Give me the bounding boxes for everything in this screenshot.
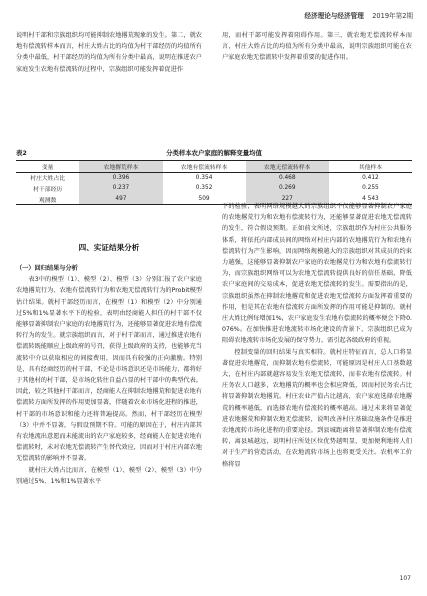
paragraph: 用，而村干部可能发挥着阻碍作用。第三，就农地无偿流转样本而言，村庄大姓占比的均值为所有分类中最高，说明宗族组织可能在农户家庭农地无偿流转中发挥着重要的促进作用。	[222, 32, 412, 62]
table-cell: 0.468	[246, 172, 329, 183]
table-row	[16, 183, 412, 194]
paragraph: 下的检验，表明网络规模越大的宗族组织不仅能够显著抑制农户家庭的农地撂荒行为和农地有偿流转行为，还能够显著促进农地无偿流转的发生，符合假设预期。正如前文所述，宗族组织作为村庄公共服务体系，将依托内部成员间的网络对村庄内部的农地撂荒行为和农地有偿流转行为产生影响，因而网络规模越大的宗族组织对其成员的约束力越强，这能够显著抑制农户家庭的农地撂荒行为和农地有偿流转行为，而宗族组织网络可以为农地无偿流转提供良好的信任基础，降低农户家庭间的交易成本，促进农地无偿流转的发生。需要指出的是，宗族组织虽然在抑制农地撂荒和促进农地无偿流转方面发挥着重要的作用，但是其在农地有偿流转方面所发挥的作用可能是抑制的。就村庄大姓比例每增加1%，农户家庭发生农地有偿流转的概率便会下降0.076%。在加快推进农地流转市场化建设的背景下，宗族组织已成为阻碍农地流转市场化发展的保守势力，需引起各级政府的重视。	[222, 203, 412, 345]
table-header-cell: 其他样本	[358, 164, 383, 171]
table-cell: 0.412	[362, 174, 379, 181]
paragraph: 表3中的模型（1）、模型（2）、模型（3）分别汇报了农户家庭农地撂荒行为、农地有偿流转行为和农地无偿流转行为的Probit模型估计结果。就村干部经历而言，在模型（1）和模型（2）中分别通过5%和1%显著水平下的检验，表明由经商能人担任的村干部不仅能够显著抑制农户家庭的农地撂荒行为，还能够显著促进农地有偿流转行为的发生。就宗族组织而言，对于村干部而言，通过推进农地有偿流转既能顺应上级政府的号召，获得上级政府的支持，也能够充当流转中介以获取相应的间接费用，因而具有较强的正向激励。特别是，具有经商经历的村干部，不论是市场意识还是市场能力，都将好于其他村的村干部，是市场化转往自益凸显的村干部中的典型代表。因此，较之其他村干部而言，经商能人在抑制农地撂荒和促进农地有偿流转方面所发挥的作用更加显著，伴随着农业市场化进程的推进，村干部的市场意识和能力还将普遍提高。然而，村干部经历在模型（3）中并不显著，与假设预期不符。可能的原因在于，村庄内部其有农地流出意愿而未能流出的农户家庭较多，经商能人在促进农地有偿流转时，未对农地无偿流转产生替代效应，因而对于村庄内部农地无偿流转的影响并不显著。	[16, 276, 202, 463]
table-header-row	[16, 161, 412, 173]
paragraph: 说明村干部和宗族组织均可能抑制农地撂荒现象的发生。第二，就农地有偿流转样本而言，村庄大姓占比的均值为村干部经历的均值所有分类中最低，村干部经历的均值为所有分类中最高，说明在推进农户家庭发生农地有偿流转的过程中，宗族组织可能发挥着促进作	[16, 32, 202, 73]
table-cell: 观测数	[38, 197, 57, 204]
table-header-cell: 农地无偿流转样本	[246, 161, 329, 173]
table-cell: 509	[198, 196, 210, 203]
table-cell: 497	[79, 194, 162, 205]
page-number: 107	[399, 575, 411, 582]
journal-name: 经济理论与经济管理	[304, 12, 364, 20]
left-column-top	[16, 30, 202, 75]
table-label: 表2	[16, 149, 27, 157]
table-title: 分类样本农户家庭的解释变量均值	[166, 149, 262, 157]
running-header	[304, 10, 413, 20]
table-cell: 227	[246, 194, 329, 205]
table-header-cell: 变量	[41, 164, 54, 171]
table-cell: 4 543	[362, 196, 379, 203]
table-cell: 0.269	[246, 183, 329, 194]
subsection-heading: （一）回归结果与分析	[16, 265, 78, 272]
table-cell: 村干部经历	[33, 186, 63, 193]
table-cell: 0.255	[362, 185, 379, 192]
table-cell: 0.352	[195, 185, 213, 192]
table-caption	[16, 148, 412, 157]
left-column-body	[16, 263, 202, 487]
table-cell: 0.354	[195, 174, 213, 181]
paragraph: 控制变量的回归结果与真实相符。就村庄特征而言，总人口将显著促进农地撂荒，而抑制农地有偿流转，可能原因是村庄人口基数越大，在村庄内部就越容易发生农地无偿流转，而非农地有偿流转。村庄务农人口越多，农地撂荒的概率也会相应降低，因而村民务农占比将显著抑制农地撂荒。村庄农业产值占比越高，农户家庭选择农地撂荒的概率越低，而选择农地有偿流转的概率越高。通过未来将显著促进农地撂荒和抑制农地无偿流转，说明改善村庄基础设施条件是推进农地流转市场化进程的重要途径。到县城距离将显著抑制农地有偿流转，离县城越远，说明村庄所处区位优势越明显，更加便利地将人们对于生产的营造活动，在农地流转市场上也将更受关注。农机率工价格将显	[222, 348, 412, 468]
journal-issue: 2019年第2期	[372, 12, 413, 20]
table-header-cell: 农地撂荒样本	[79, 161, 162, 173]
table-row	[16, 172, 412, 183]
right-column-body	[222, 201, 412, 470]
results-table	[16, 160, 412, 205]
table-header-cell: 农地有偿流转样本	[180, 164, 228, 171]
paragraph: 就村庄大姓占比而言，在模型（1）、模型（2）、模型（3）中分别通过5%、1%和1%显著水平	[16, 466, 202, 485]
table-cell: 0.396	[79, 172, 162, 183]
table-cell: 村庄大姓占比	[30, 176, 66, 183]
section-heading: 四、实证结果分析	[78, 243, 140, 252]
table-cell: 0.237	[79, 183, 162, 194]
right-column-top	[222, 30, 412, 64]
